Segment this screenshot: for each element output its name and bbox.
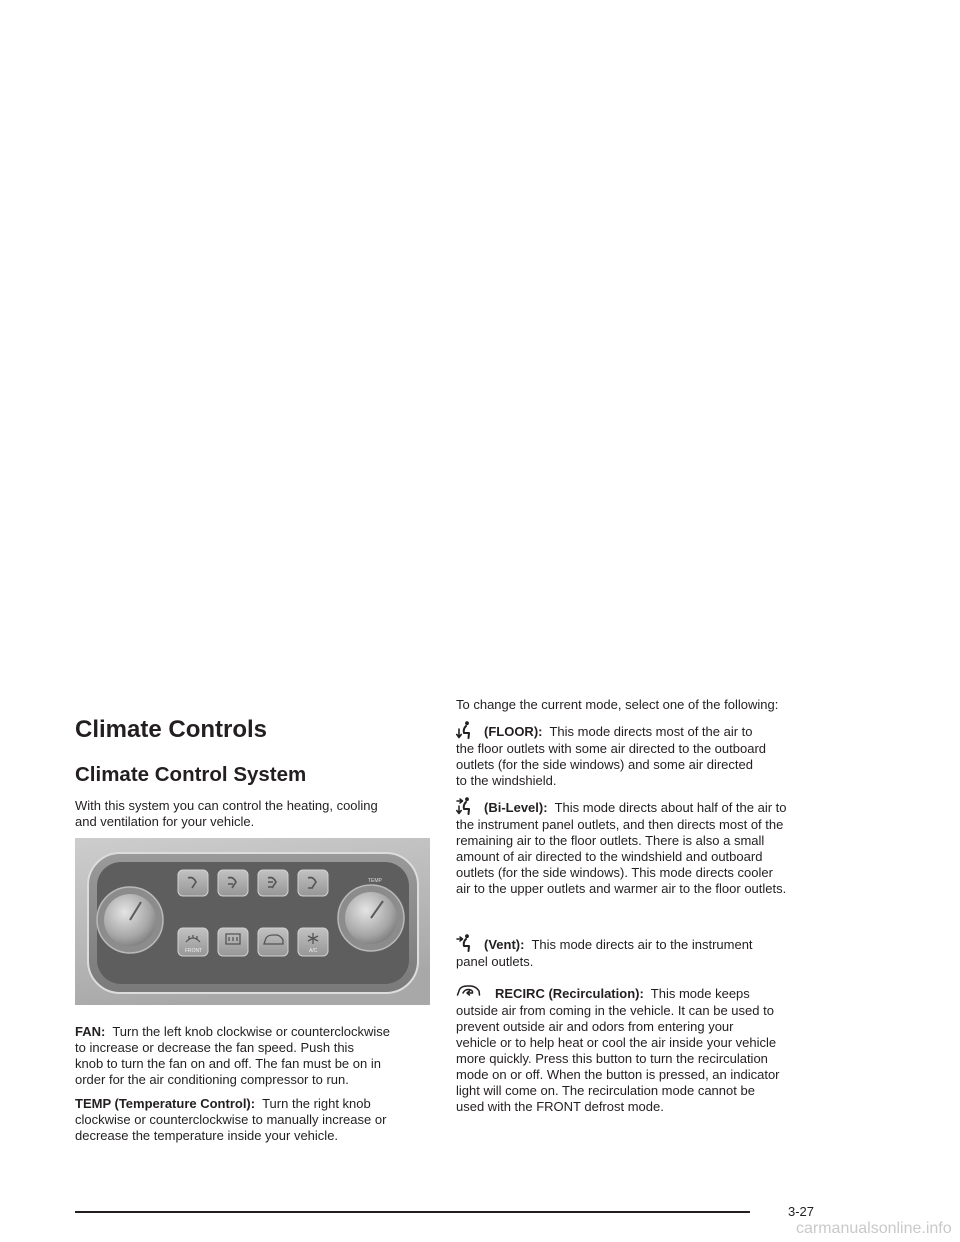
recirculation-icon: [456, 983, 495, 1001]
floor-mode-paragraph: [456, 721, 766, 789]
mode-intro-paragraph: [456, 697, 778, 713]
fan-label: FAN:: [75, 1024, 106, 1039]
temp-label: TEMP (Temperature Control):: [75, 1096, 256, 1111]
recirculation-paragraph: [456, 983, 780, 1115]
bi-level-text-line: remaining air to the floor outlets. There is also a small: [456, 833, 765, 848]
intro-line: With this system you can control the heating, cooling: [75, 798, 378, 813]
fan-knob: [97, 887, 163, 953]
front-defrost-label: FRONT: [185, 948, 203, 954]
watermark: carmanualsonline.info: [796, 1220, 952, 1237]
floor-text-line: outlets (for the side windows) and some air directed: [456, 757, 753, 772]
vent-mode-label: (Vent):: [484, 937, 525, 952]
recirculation-text-line: more quickly. Press this button to turn the recirculation: [456, 1051, 768, 1066]
fan-text-line: Turn the left knob clockwise or counterclockwise: [112, 1024, 391, 1039]
intro-line: and ventilation for your vehicle.: [75, 814, 255, 829]
bi-level-text-line: the instrument panel outlets, and then directs most of the: [456, 817, 784, 832]
bi-level-text-line: outlets (for the side windows). This mode directs cooler: [456, 865, 773, 880]
bi-level-mode-paragraph: [456, 797, 787, 897]
bi-level-text-line: This mode directs about half of the air to: [554, 800, 787, 815]
fan-text-line: to increase or decrease the fan speed. Push this: [75, 1040, 354, 1055]
floor-text-line: This mode directs most of the air to: [549, 724, 753, 739]
vent-mode-paragraph: [456, 934, 753, 970]
floor-mode-label: (FLOOR):: [484, 724, 543, 739]
fan-text-line: order for the air conditioning compressor to run.: [75, 1072, 349, 1087]
intro-paragraph: [75, 798, 378, 830]
vent-mode-icon: [456, 934, 484, 952]
vent-text-line: This mode directs air to the instrument: [531, 937, 753, 952]
floor-mode-icon: [456, 721, 484, 739]
temp-knob-label: TEMP: [368, 878, 382, 884]
recirculation-text-line: This mode keeps: [650, 986, 750, 1001]
fan-paragraph: [75, 1024, 390, 1088]
recirculation-label: RECIRC (Recirculation):: [495, 986, 644, 1001]
temp-text-line: decrease the temperature inside your vehicle.: [75, 1128, 339, 1143]
recirculation-text-line: outside air from coming in the vehicle. It can be used to: [456, 1003, 774, 1018]
floor-text-line: to the windshield.: [456, 773, 557, 788]
bi-level-text-line: air to the upper outlets and warmer air to the floor outlets.: [456, 881, 787, 896]
page-number: 3-27: [788, 1204, 815, 1219]
footer-rule: [75, 1211, 750, 1213]
floor-text-line: the floor outlets with some air directed to the outboard: [456, 741, 767, 756]
vent-text-line: panel outlets.: [456, 954, 534, 969]
section-title: Climate Controls: [75, 716, 268, 743]
bi-level-mode-icon: [456, 797, 484, 815]
recirculation-text-line: light will come on. The recirculation mode cannot be: [456, 1083, 755, 1098]
mode-intro-line: To change the current mode, select one of the following:: [456, 697, 779, 712]
climate-control-panel-photo: [75, 838, 430, 1005]
ac-label: A/C: [309, 948, 318, 954]
temp-text-line: Turn the right knob: [262, 1096, 371, 1111]
section-subtitle: Climate Control System: [75, 763, 307, 786]
recirculation-text-line: used with the FRONT defrost mode.: [456, 1099, 664, 1114]
temp-text-line: clockwise or counterclockwise to manually increase or: [75, 1112, 387, 1127]
fan-text-line: knob to turn the fan on and off. The fan must be on in: [75, 1056, 381, 1071]
bi-level-mode-label: (Bi-Level):: [484, 800, 548, 815]
temp-knob: [338, 885, 404, 951]
recirculation-text-line: mode on or off. When the button is pressed, an indicator: [456, 1067, 780, 1082]
recirculation-text-line: vehicle or to help heat or cool the air inside your vehicle: [456, 1035, 777, 1050]
temp-paragraph: [75, 1096, 386, 1144]
bi-level-text-line: amount of air directed to the windshield and outboard: [456, 849, 763, 864]
recirculation-text-line: prevent outside air and odors from entering your: [456, 1019, 734, 1034]
